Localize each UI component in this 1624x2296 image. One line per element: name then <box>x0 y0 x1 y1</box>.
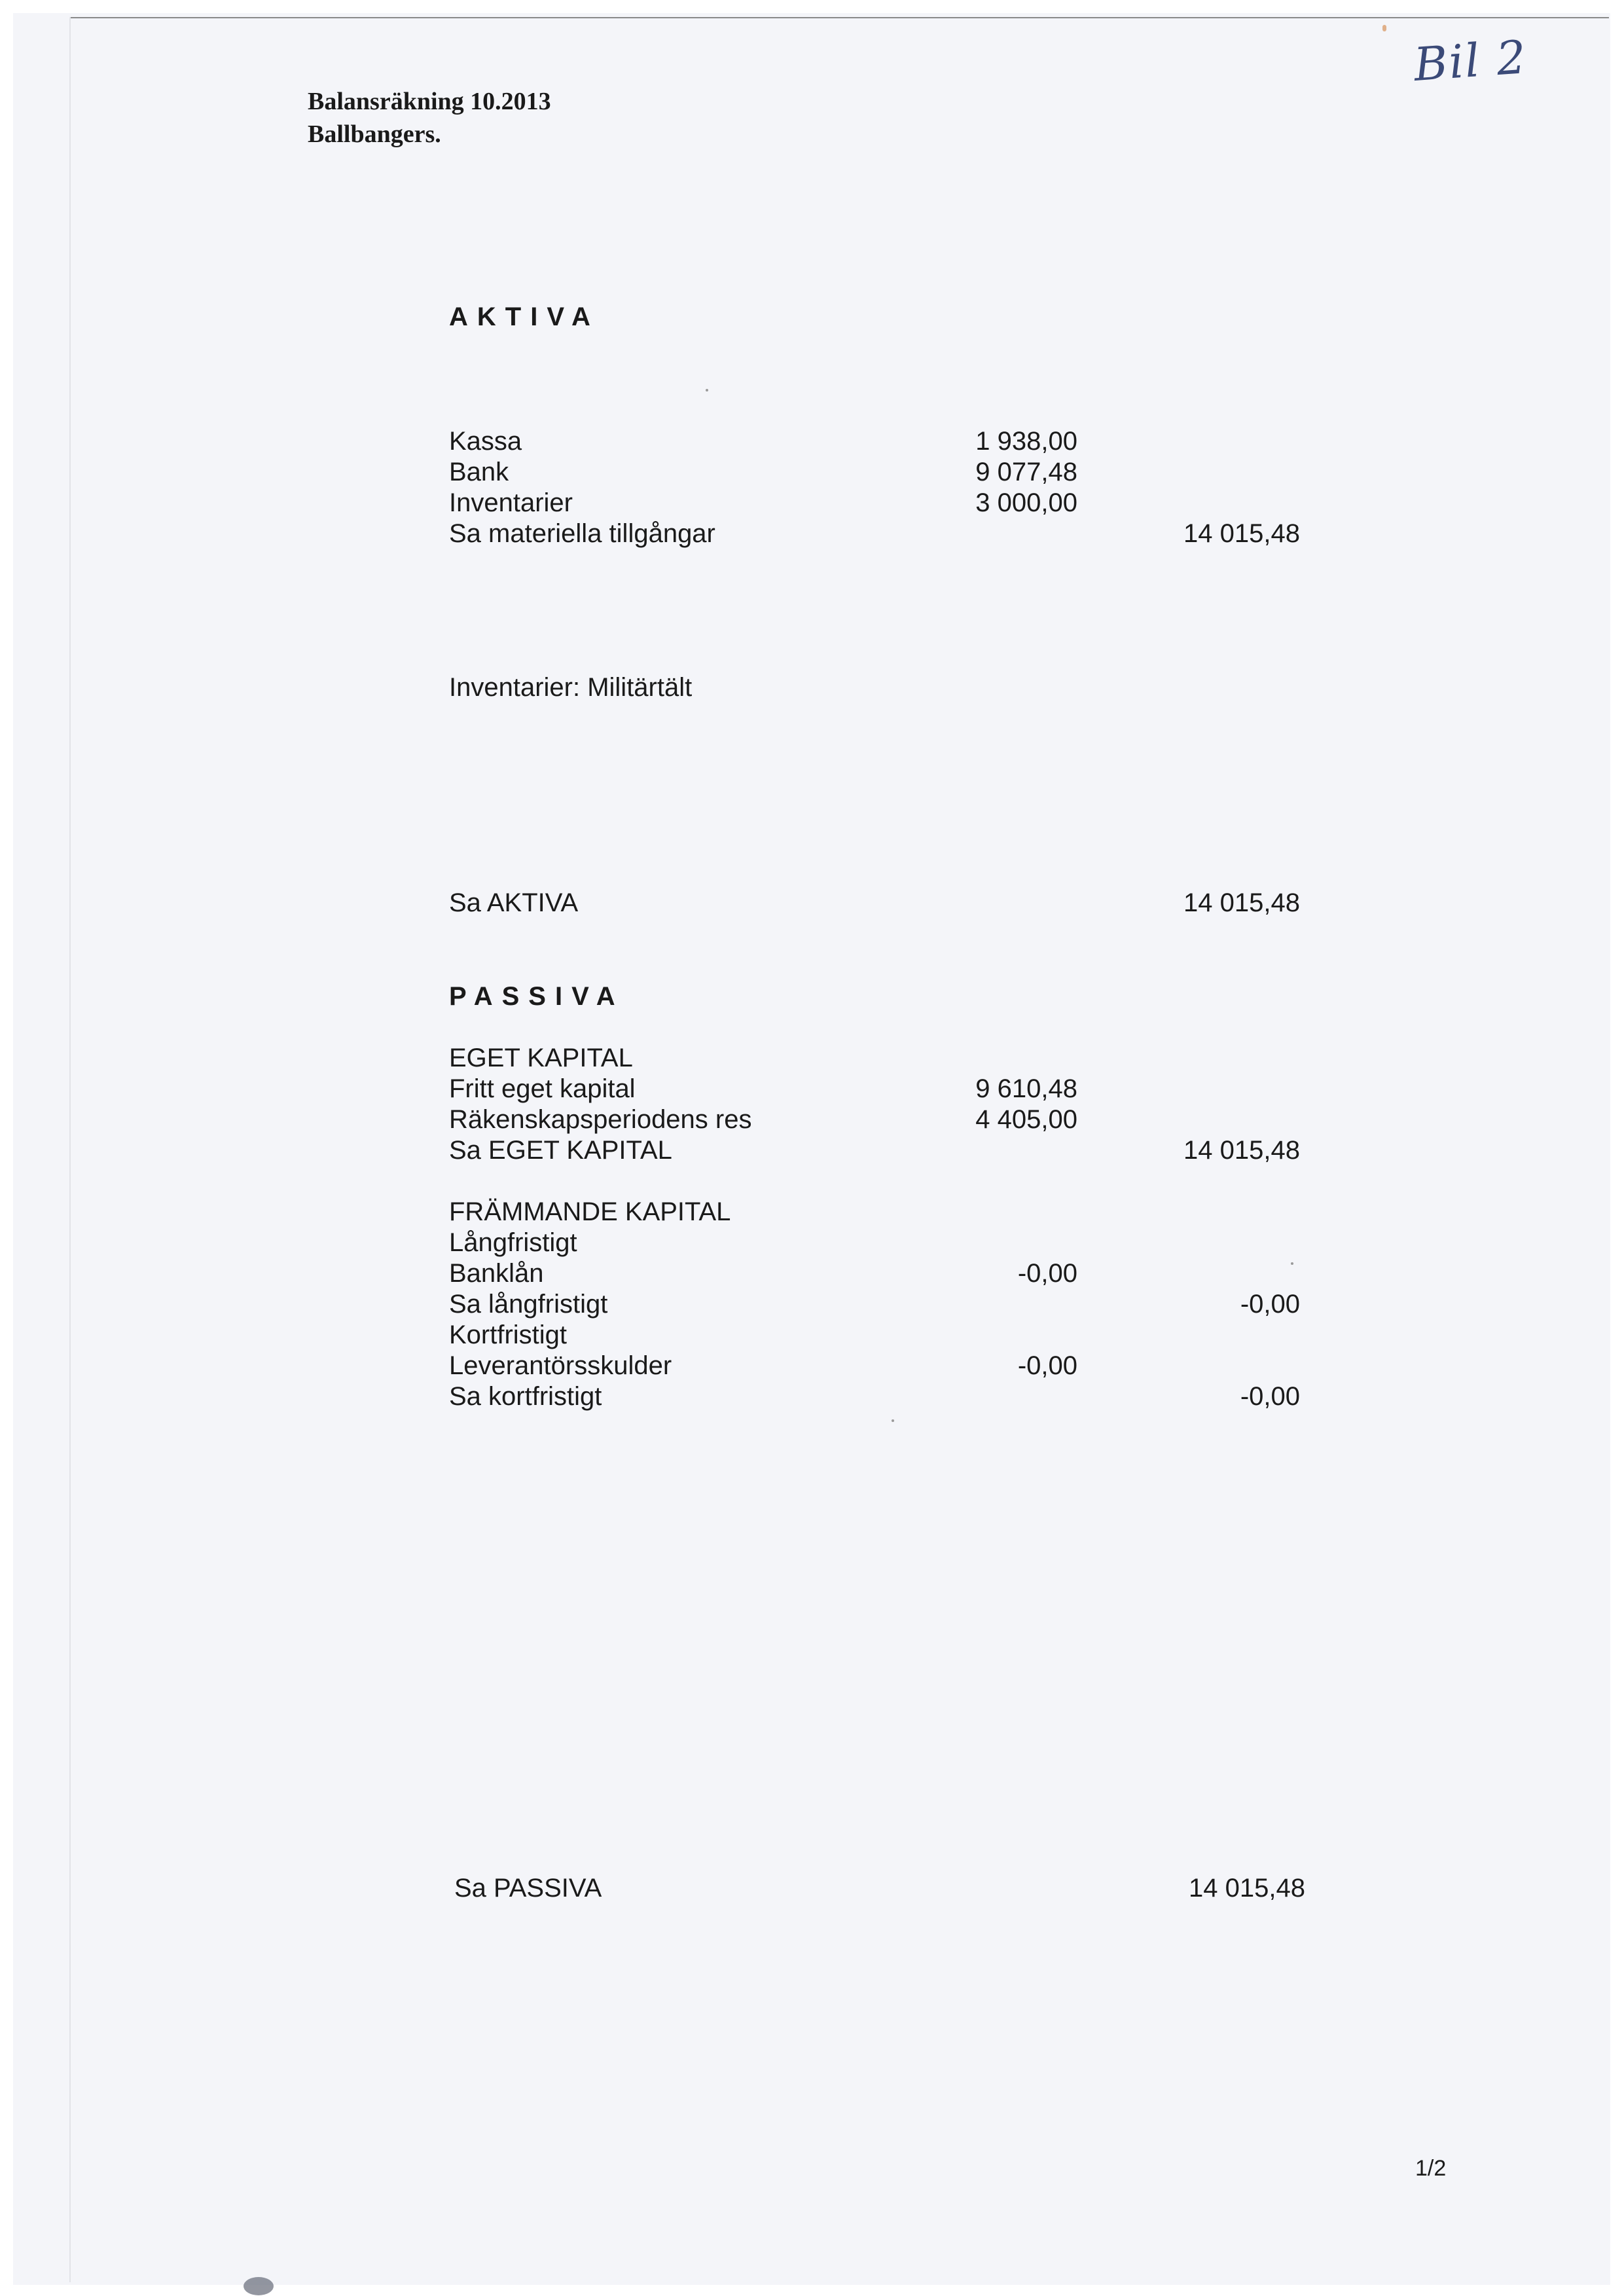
scan-speck <box>892 1419 894 1422</box>
row-label: EGET KAPITAL <box>449 1044 633 1072</box>
row-label: Kortfristigt <box>449 1321 568 1349</box>
row-total: 14 015,48 <box>1189 1874 1305 1903</box>
document-header <box>308 85 551 151</box>
row-label: Sa materiella tillgångar <box>449 519 715 548</box>
passiva-heading: PASSIVA <box>449 982 624 1011</box>
passiva-row <box>449 1135 1300 1166</box>
row-label: Sa kortfristigt <box>449 1382 602 1411</box>
row-total: 14 015,48 <box>1183 519 1300 548</box>
row-amount: -0,00 <box>1017 1259 1077 1288</box>
row-total: 14 015,48 <box>1183 888 1300 917</box>
row-label: Bank <box>449 458 509 486</box>
passiva-row <box>449 1258 1300 1289</box>
row-amount: -0,00 <box>1017 1351 1077 1380</box>
aktiva-row <box>449 518 1300 549</box>
row-amount: 1 938,00 <box>975 427 1077 456</box>
row-label: Sa EGET KAPITAL <box>449 1136 672 1165</box>
passiva-row <box>449 1350 1300 1381</box>
row-label: Banklån <box>449 1259 544 1288</box>
row-label: Sa AKTIVA <box>449 888 579 917</box>
row-label: Sa långfristigt <box>449 1290 608 1319</box>
aktiva-row <box>449 487 1300 519</box>
row-label: Sa PASSIVA <box>454 1874 602 1903</box>
left-edge-line <box>69 17 71 2282</box>
row-label: Långfristigt <box>449 1228 577 1257</box>
scan-speck <box>1382 25 1386 31</box>
aktiva-sum-row <box>449 887 1300 919</box>
row-total: -0,00 <box>1240 1382 1300 1411</box>
passiva-row <box>449 1227 1300 1258</box>
aktiva-row <box>449 426 1300 457</box>
row-total: -0,00 <box>1240 1290 1300 1319</box>
passiva-row <box>449 1042 1300 1074</box>
row-amount: 9 077,48 <box>975 458 1077 486</box>
row-total: 14 015,48 <box>1183 1136 1300 1165</box>
passiva-sum-row <box>454 1872 1305 1904</box>
scan-speck <box>706 389 708 392</box>
document-title: Balansräkning 10.2013 <box>308 88 551 115</box>
scan-speck <box>1291 1262 1293 1265</box>
passiva-row <box>449 1104 1300 1135</box>
passiva-row <box>449 1196 1300 1228</box>
passiva-row <box>449 1381 1300 1412</box>
top-edge-line <box>71 17 1609 18</box>
row-label: FRÄMMANDE KAPITAL <box>449 1197 731 1226</box>
passiva-row <box>449 1073 1300 1104</box>
organization-name: Ballbangers. <box>308 120 441 148</box>
row-label: Fritt eget kapital <box>449 1074 636 1103</box>
passiva-row <box>449 1319 1300 1351</box>
row-label: Inventarier <box>449 488 573 517</box>
row-label: Kassa <box>449 427 522 456</box>
row-amount: 9 610,48 <box>975 1074 1077 1103</box>
row-amount: 3 000,00 <box>975 488 1077 517</box>
row-amount: 4 405,00 <box>975 1105 1077 1134</box>
handwritten-annotation: Bil 2 <box>1412 30 1529 92</box>
page-number: 1/2 <box>1415 2156 1447 2181</box>
aktiva-heading: AKTIVA <box>449 302 600 331</box>
inventory-note: Inventarier: Militärtält <box>449 673 693 702</box>
row-label: Leverantörsskulder <box>449 1351 672 1380</box>
aktiva-row <box>449 456 1300 488</box>
row-label: Räkenskapsperiodens res <box>449 1105 752 1134</box>
passiva-row <box>449 1288 1300 1320</box>
scan-smudge <box>244 2277 274 2295</box>
